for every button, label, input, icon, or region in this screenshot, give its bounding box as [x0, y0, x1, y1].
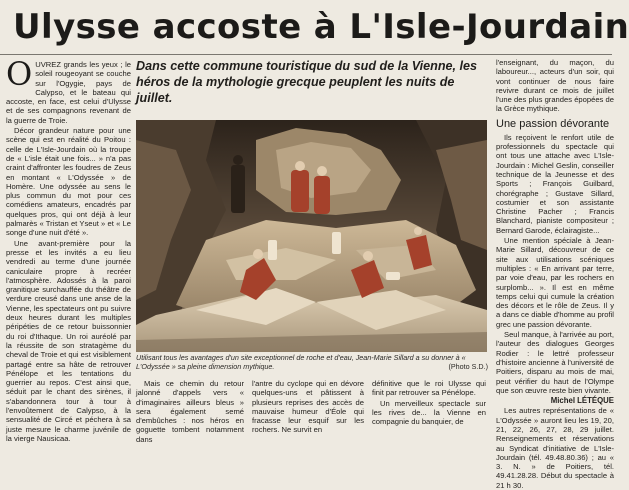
theatre-scene-image	[136, 120, 487, 352]
paragraph: Décor grandeur nature pour une scène qui est en réalité du Poitou : celle de L'Isle-Jourdain où la troupe de « L'isle était une fois... » n'a pas craint d'affronter les foudres de Zeus en montant « L'Odyssée » de Homère. Une odyssée au sens le plus commun du mot pour ces comédiens amateurs, encadrés par quelques pros, qui ont déjà à leur palmarès « Tristan et Yseut » et « Le songe d'une nuit d'été ».	[6, 126, 131, 238]
photo-caption	[136, 354, 488, 378]
stage-photo	[136, 120, 487, 352]
article-column-2	[136, 379, 244, 444]
paragraph: l'antre du cyclope qui en dévore quelques-uns et pâtissent à plusieurs reprises des accès de mauvaise humeur d'Éole qui fracasse leur esquif sur les rochers. Ne survit en	[252, 379, 364, 435]
paragraph: Une mention spéciale à Jean-Marie Sillard, découvreur de ce site aux utilisations scéniques multiples : « En arrivant par terre, par voie d'eau, par les rochers en surplomb... ». Il est en même temps celui qui cumule la création des décors et le rôle de Zeus. Il y a dans ce diable d'homme au profil grec une passion dévorante.	[496, 236, 614, 329]
paragraph: Un merveilleux spectacle sur les rives de... la Vienne en compagnie du banquier, de	[372, 398, 486, 427]
article-column-1	[6, 55, 131, 443]
lead-paragraph	[6, 55, 131, 125]
author-signature: Michel LÉTÉQUE	[550, 396, 614, 406]
article-standfirst: Dans cette commune touristique du sud de la Vienne, les héros de la mythologie grecque peuplent les nuits de juillet.	[136, 59, 478, 106]
photo-caption-text: Utilisant tous les avantages d'un site exceptionnel de roche et d'eau, Jean-Marie Sillard a su donner à « L'Odyssée » sa pleine dimension mythique.	[136, 353, 466, 371]
paragraph: Ils reçoivent le renfort utile de professionnels du spectacle qui ont tous une attache avec L'Isle-Jourdain : Michel Geslin, conseiller technique de la Jeunesse et des Sports ; François Guilbard, chorégraphe ; Gustave Sillard, costumier et son assistante Christine Pacher ; Francis Blanchard, pianiste compositeur ; Bernard Garode, éclairagiste...	[496, 132, 614, 235]
paragraph: Les autres représentations de « L'Odyssée » auront lieu les 19, 20, 21, 22, 26, 27, 28, 29 juillet. Renseignements et réservations au Syndicat d'initiative de L'Isle-Jourdain (tél. 49.48.80.36) ; au « 3. N. » de Poitiers, tél. 49.41.28.28. Début du spectacle à 21 h 30.	[496, 406, 614, 490]
paragraph: définitive que le roi Ulysse qui finit par retrouver sa Pénélope.	[372, 379, 486, 398]
paragraph: Seul manque, à l'arrivée au port, l'auteur des dialogues Georges Rodier : le lettré professeur d'histoire ancienne à l'université de Poitiers, disparu au mois de mai, peut vérifier du haut de l'Olympe que son œuvre reste bien vivante.	[496, 330, 614, 395]
article-headline: Ulysse accoste à L'Isle-Jourdain	[13, 7, 629, 47]
lead-paragraph-text: UVREZ grands les yeux ; le soleil rougeoyant se couche sur l'Ogygie, pays de Calypso, et le bateau qui accoste, en face, est celui d'Ulysse et de ses compagnons revenant de la guerre de Troie.	[6, 60, 131, 125]
drop-cap: O	[6, 55, 33, 93]
section-subhead: Une passion dévorante	[496, 117, 610, 130]
paragraph: Une avant-première pour la presse et les invités a eu lieu vendredi au terme d'une journée caniculaire propre à recréer l'atmosphère. Adossés à la paroi granitique surchauffée du théâtre de verdure creusé dans une anse de la Vienne, les spectateurs ont pu suivre deux heures durant les multiples péripéties de ce retour buissonnier du roi d'Ithaque. Un roi auréolé par la réussite de son stratagème du cheval de Troie et qui est visiblement partagé entre sa hâte de retrouver Pénélope et les tentations du guerrier au repos. C'est ainsi que, séduit par le chant des sirènes, il s'abandonnera tour à tour à l'envoûtement de Calypso, à la sensualité de Circé et péchera à sa juste mesure le charme juvénile de la vierge Nausicaa.	[6, 238, 131, 443]
headline-rule	[0, 54, 612, 55]
article-column-5	[496, 58, 614, 490]
paragraph: l'enseignant, du maçon, du laboureur..., acteurs d'un soir, qui vont continuer de nous faire revivre durant ce mois de juillet l'une des plus grandes épopées de la Grèce mythique.	[496, 58, 614, 114]
paragraph: Mais ce chemin du retour jalonné d'appels vers « d'imaginaires ailleurs bleus » sera également semé d'embûches : nos héros en goguette tombent notamment dans	[136, 379, 244, 444]
article-column-3	[252, 379, 364, 433]
article-column-4	[372, 379, 486, 433]
photo-credit: (Photo S.D.)	[448, 361, 488, 371]
